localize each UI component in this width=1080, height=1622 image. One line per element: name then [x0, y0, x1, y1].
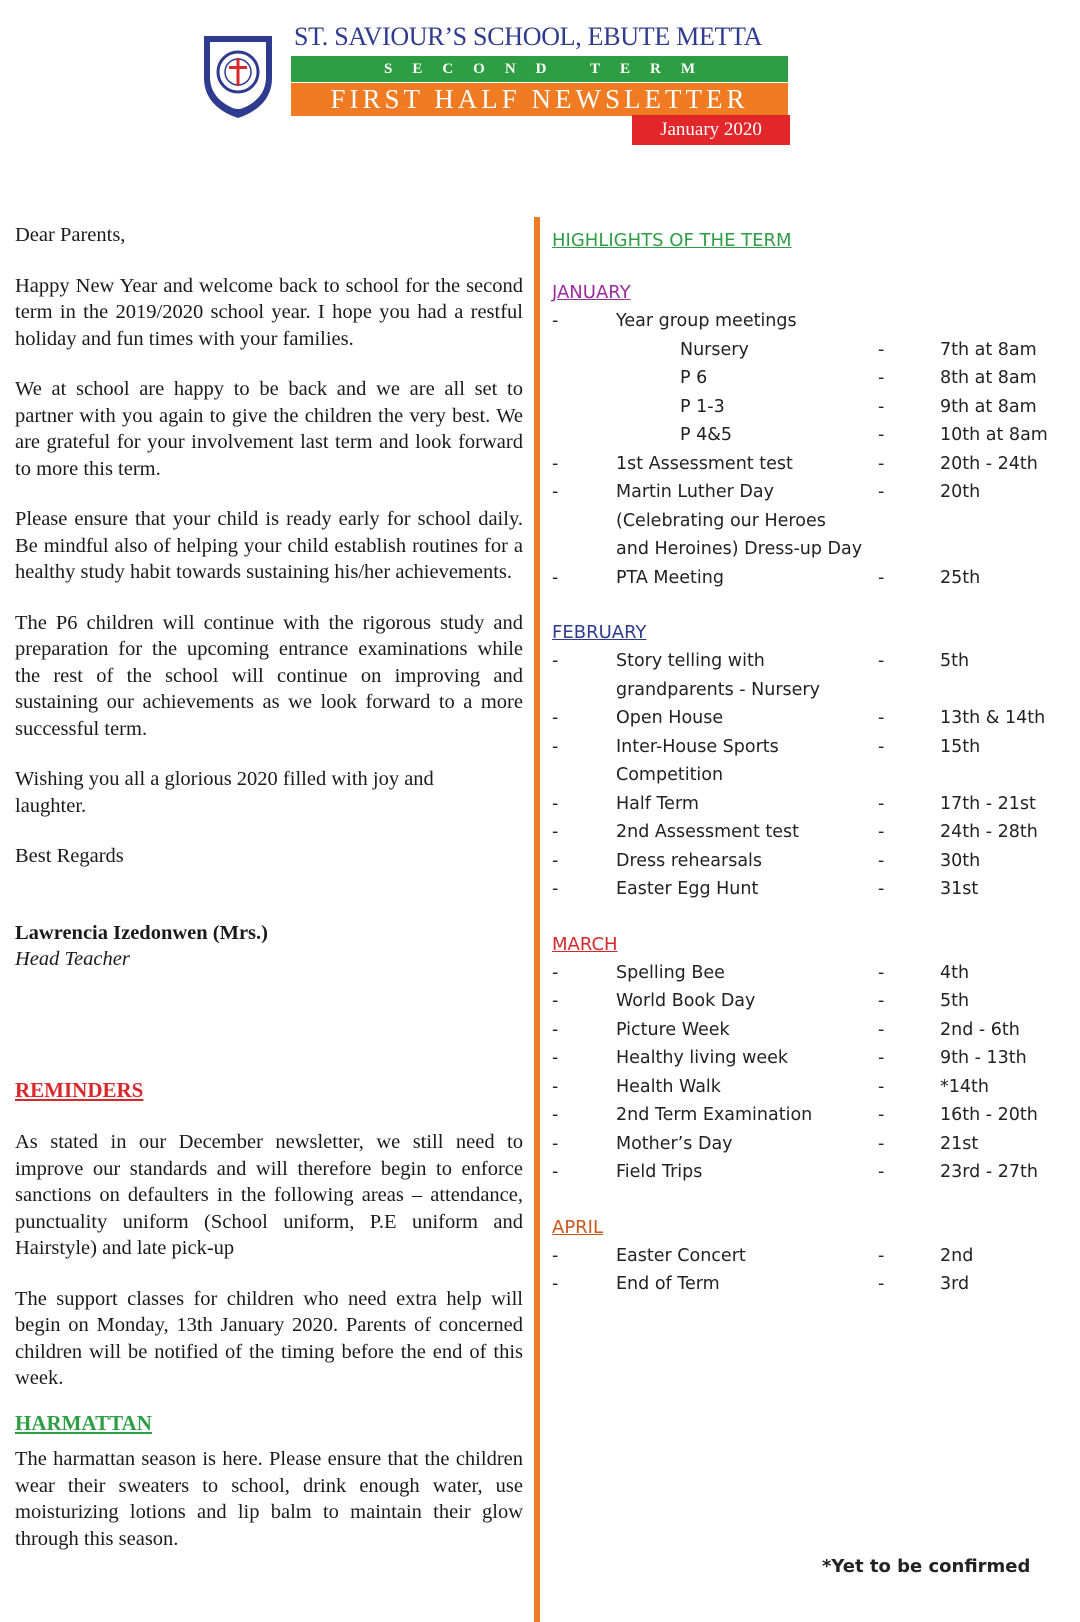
event-date: 25th — [940, 567, 981, 588]
bullet-dash: - — [552, 822, 559, 842]
event-name: Easter Concert — [616, 1245, 746, 1266]
separator-dash: - — [878, 793, 885, 814]
letter-paragraph: Happy New Year and welcome back to school for the second term in the 2019/2020 school year. I hope you had a restful holiday and fun times with your families. — [15, 274, 523, 350]
event-name: Easter Egg Hunt — [616, 879, 759, 899]
event-row — [552, 1242, 1077, 1271]
month-april: APRIL — [552, 1216, 604, 1238]
event-name: World Book Day — [616, 991, 756, 1011]
bullet-dash: - — [552, 1133, 559, 1154]
event-name: Field Trips — [616, 1162, 703, 1182]
event-row — [552, 875, 1077, 904]
separator-dash: - — [878, 425, 885, 445]
event-name: P 6 — [680, 368, 708, 388]
event-date: 9th - 13th — [940, 1048, 1027, 1068]
bullet-dash: - — [552, 1105, 559, 1125]
event-row — [552, 364, 1077, 393]
event-row — [552, 393, 1077, 422]
separator-dash: - — [878, 1105, 885, 1125]
reminders-heading: REMINDERS — [15, 1077, 144, 1102]
event-date: 13th & 14th — [940, 708, 1046, 728]
bullet-dash: - — [552, 1274, 559, 1294]
event-row — [552, 1044, 1077, 1073]
letter-closing: Best Regards — [15, 845, 124, 867]
event-row — [552, 1158, 1077, 1187]
separator-dash: - — [878, 396, 885, 417]
event-date: 5th — [940, 651, 970, 671]
event-row — [552, 704, 1077, 733]
bullet-dash: - — [552, 567, 559, 588]
letter-paragraph: We at school are happy to be back and we are all set to partner with you again to give the children the very best. We are grateful for your involvement last term and look forward to more this term. — [15, 378, 523, 480]
event-row-continued — [552, 676, 1077, 705]
event-row-continued — [552, 761, 1077, 790]
event-row — [552, 1016, 1077, 1045]
separator-dash: - — [878, 850, 885, 871]
event-row — [552, 818, 1077, 847]
event-name: Half Term — [616, 793, 699, 814]
event-name: Open House — [616, 708, 724, 728]
event-name: 1st Assessment test — [616, 453, 793, 474]
event-date: 20th - 24th — [940, 453, 1038, 474]
month-february: FEBRUARY — [552, 622, 647, 643]
letter-paragraph: Wishing you all a glorious 2020 filled with joy and laughter. — [15, 768, 434, 817]
bullet-dash: - — [552, 453, 559, 474]
separator-dash: - — [878, 736, 885, 757]
event-row — [552, 647, 1077, 676]
separator-dash: - — [878, 879, 885, 899]
event-row — [552, 1073, 1077, 1102]
event-name: Health Walk — [616, 1076, 721, 1097]
event-date: 9th at 8am — [940, 396, 1037, 417]
school-crest-logo — [198, 32, 278, 120]
separator-dash: - — [878, 991, 885, 1011]
event-name: Spelling Bee — [616, 962, 725, 983]
event-row — [552, 1101, 1077, 1130]
event-date: 2nd - 6th — [940, 1019, 1020, 1040]
letter-paragraph: The P6 children will continue with the rigorous study and preparation for the upcoming entrance examinations while the rest of the school will continue on improving and sustaining our achievements as we look forward to a more successful term. — [15, 611, 523, 740]
event-date: 4th — [940, 962, 970, 983]
event-date: 15th — [940, 736, 981, 757]
event-date: *14th — [940, 1076, 989, 1097]
event-date: 31st — [940, 879, 979, 899]
separator-dash: - — [878, 708, 885, 728]
event-date: 8th at 8am — [940, 368, 1037, 388]
footnote: *Yet to be confirmed — [822, 1556, 1031, 1577]
bullet-dash: - — [552, 1162, 559, 1182]
separator-dash: - — [878, 339, 885, 360]
event-name: Year group meetings — [616, 311, 797, 331]
event-date: 21st — [940, 1133, 979, 1154]
letter-paragraph: Please ensure that your child is ready early for school daily. Be mindful also of helping your child establish routines for a healthy study habit towards sustaining his/her achievements. — [15, 508, 523, 583]
march-events — [552, 959, 1077, 1187]
event-name: Picture Week — [616, 1019, 730, 1040]
separator-dash: - — [878, 1274, 885, 1294]
event-row — [552, 987, 1077, 1016]
month-january: JANUARY — [552, 282, 631, 303]
separator-dash: - — [878, 482, 885, 502]
letter-greeting: Dear Parents, — [15, 224, 126, 246]
separator-dash: - — [878, 1162, 885, 1182]
event-date: 3rd — [940, 1274, 970, 1294]
event-name: Martin Luther Day — [616, 482, 774, 502]
event-row-continued — [552, 535, 1077, 564]
separator-dash: - — [878, 1048, 885, 1068]
separator-dash: - — [878, 1019, 885, 1040]
bullet-dash: - — [552, 736, 559, 757]
event-row — [552, 450, 1077, 479]
event-name: (Celebrating our Heroes — [616, 510, 826, 531]
event-name: Nursery — [680, 339, 749, 360]
event-date: 7th at 8am — [940, 339, 1037, 360]
event-date: 5th — [940, 991, 970, 1011]
bullet-dash: - — [552, 879, 559, 899]
event-date: 30th — [940, 850, 981, 871]
bullet-dash: - — [552, 850, 559, 871]
separator-dash: - — [878, 1076, 885, 1097]
april-events — [552, 1242, 1077, 1299]
event-name: Mother’s Day — [616, 1133, 733, 1154]
event-name: Story telling with — [616, 651, 765, 671]
separator-dash: - — [878, 1133, 885, 1154]
bullet-dash: - — [552, 991, 559, 1011]
separator-dash: - — [878, 368, 885, 388]
term-banner: SECOND TERM — [291, 56, 788, 82]
separator-dash: - — [878, 822, 885, 842]
event-name: End of Term — [616, 1274, 720, 1294]
event-row — [552, 564, 1077, 593]
bullet-dash: - — [552, 1245, 559, 1266]
event-name: Inter-House Sports — [616, 736, 779, 757]
bullet-dash: - — [552, 793, 559, 814]
event-date: 2nd — [940, 1245, 974, 1266]
bullet-dash: - — [552, 1076, 559, 1097]
bullet-dash: - — [552, 311, 559, 331]
bullet-dash: - — [552, 708, 559, 728]
january-events — [552, 307, 1077, 592]
separator-dash: - — [878, 651, 885, 671]
school-name: ST. SAVIOUR’S SCHOOL, EBUTE METTA — [294, 22, 763, 51]
event-row — [552, 478, 1077, 507]
event-name: and Heroines) Dress-up Day — [616, 539, 863, 559]
separator-dash: - — [878, 962, 885, 983]
event-row-continued — [552, 507, 1077, 536]
bullet-dash: - — [552, 482, 559, 502]
highlights-title: HIGHLIGHTS OF THE TERM — [552, 230, 792, 251]
bullet-dash: - — [552, 1048, 559, 1068]
event-date: 16th - 20th — [940, 1105, 1038, 1125]
bullet-dash: - — [552, 651, 559, 671]
letter-column — [15, 222, 523, 1552]
event-name: P 1-3 — [680, 396, 725, 417]
event-row — [552, 733, 1077, 762]
february-events — [552, 647, 1077, 904]
reminders-paragraph: The support classes for children who need extra help will begin on Monday, 13th January 2020. Parents of concerned children will be notified of the timing before the end of this week. — [15, 1287, 523, 1389]
separator-dash: - — [878, 1245, 885, 1266]
event-row — [552, 1130, 1077, 1159]
bullet-dash: - — [552, 962, 559, 983]
harmattan-heading: HARMATTAN — [15, 1410, 152, 1435]
event-name: 2nd Term Examination — [616, 1105, 813, 1125]
reminders-paragraph: As stated in our December newsletter, we still need to improve our standards and will therefore begin to enforce sanctions on defaulters in the following areas – attendance, punctuality uniform (School uniform, P.E uniform and Hairstyle) and late pick-up — [15, 1131, 523, 1259]
event-date: 23rd - 27th — [940, 1162, 1038, 1182]
event-date: 10th at 8am — [940, 425, 1048, 445]
signer-title: Head Teacher — [15, 948, 130, 970]
event-row — [552, 847, 1077, 876]
event-row — [552, 336, 1077, 365]
event-name: 2nd Assessment test — [616, 822, 800, 842]
event-row — [552, 307, 1077, 336]
event-name: grandparents - Nursery — [616, 679, 820, 700]
separator-dash: - — [878, 453, 885, 474]
event-row — [552, 1270, 1077, 1299]
event-row — [552, 421, 1077, 450]
event-name: P 4&5 — [680, 425, 733, 445]
event-name: PTA Meeting — [616, 567, 724, 588]
newsletter-title: FIRST HALF NEWSLETTER — [291, 83, 788, 116]
event-row — [552, 959, 1077, 988]
bullet-dash: - — [552, 1019, 559, 1040]
column-divider — [534, 217, 540, 1622]
event-date: 20th — [940, 482, 981, 502]
event-name: Competition — [616, 765, 724, 785]
newsletter-date: January 2020 — [632, 115, 790, 145]
separator-dash: - — [878, 567, 885, 588]
event-row — [552, 790, 1077, 819]
event-date: 24th - 28th — [940, 822, 1038, 842]
highlights-column — [552, 230, 1077, 1299]
event-date: 17th - 21st — [940, 793, 1036, 814]
month-march: MARCH — [552, 933, 618, 955]
event-name: Dress rehearsals — [616, 850, 763, 871]
signer-name: Lawrencia Izedonwen (Mrs.) — [15, 921, 268, 944]
harmattan-paragraph: The harmattan season is here. Please ensure that the children wear their sweaters to school, drink enough water, use moisturizing lotions and lip balm to maintain their glow through this season. — [15, 1448, 523, 1550]
event-name: Healthy living week — [616, 1048, 789, 1068]
